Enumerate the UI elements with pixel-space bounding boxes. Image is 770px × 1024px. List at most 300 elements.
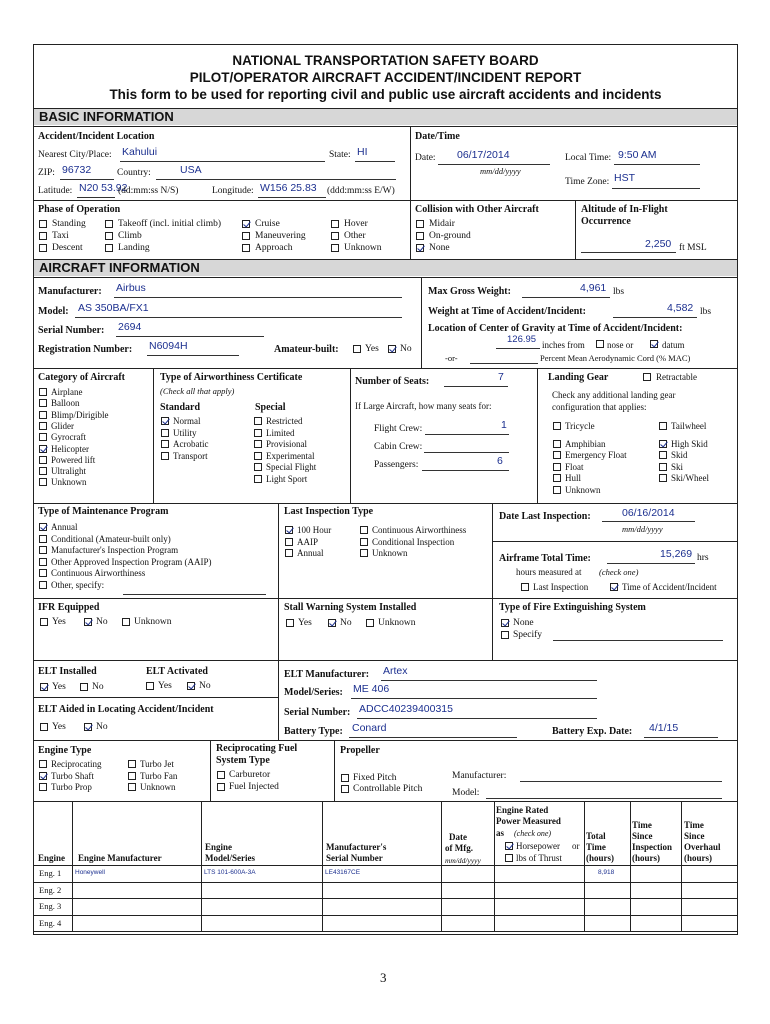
elt-model-field[interactable]: ME 406 — [353, 683, 390, 695]
amateur-yes-checkbox[interactable] — [353, 345, 361, 353]
altitude-heading-2: Occurrence — [581, 216, 631, 227]
engine-type-turbo-jet-checkbox[interactable] — [128, 760, 136, 768]
max-gross-line — [522, 297, 610, 298]
battery-exp-label: Battery Exp. Date: — [552, 726, 633, 737]
elt-serial-line — [357, 718, 597, 719]
category-unknown-label: Unknown — [51, 477, 87, 488]
engine-type-turbo-shaft-label: Turbo Shaft — [51, 770, 94, 781]
seats-line — [444, 386, 508, 387]
weight-unit: lbs — [700, 307, 712, 317]
engine-type-unknown-label: Unknown — [140, 782, 176, 792]
fire-none-checkbox[interactable] — [501, 619, 509, 627]
gear-emergency-float-checkbox[interactable] — [553, 451, 561, 459]
special-limited-label: Limited — [266, 427, 295, 438]
maintenance-other-specify-checkbox[interactable] — [39, 581, 47, 589]
phase-takeoff-checkbox[interactable] — [105, 220, 113, 228]
latitude-field[interactable]: N20 53.92 — [79, 182, 128, 194]
fixed-pitch-label: Fixed Pitch — [353, 773, 397, 783]
elt-manufacturer-field[interactable]: Artex — [383, 665, 408, 677]
phase-descent-label: Descent — [52, 243, 83, 253]
divider — [334, 740, 335, 801]
category-airplane-checkbox[interactable] — [39, 388, 47, 396]
cg-line — [496, 348, 540, 349]
elt-serial-label: Serial Number: — [284, 707, 351, 718]
standard-transport-checkbox[interactable] — [161, 452, 169, 460]
phase-hover-checkbox[interactable] — [331, 220, 339, 228]
table-row-divider — [34, 898, 737, 899]
elt-aided-no-label: No — [96, 722, 108, 732]
local-time-label: Local Time: — [565, 153, 612, 163]
standard-utility-label: Utility — [173, 427, 197, 438]
model-field[interactable]: AS 350BA/FX1 — [78, 302, 149, 314]
fuel-injected-checkbox[interactable] — [217, 783, 225, 791]
engine-model-cell[interactable]: LTS 101-600A-3A — [204, 869, 256, 876]
phase-standing-checkbox[interactable] — [39, 220, 47, 228]
gear-unknown-label: Unknown — [565, 484, 601, 495]
phase-maneuvering-checkbox[interactable] — [242, 232, 250, 240]
category-heading: Category of Aircraft — [38, 372, 126, 383]
serial-field[interactable]: 2694 — [118, 321, 142, 333]
engine-mfr-cell[interactable]: Honeywell — [75, 869, 105, 876]
elt-activated-no-label: No — [199, 681, 211, 691]
table-col-divider — [494, 801, 495, 931]
category-powered-lift-checkbox[interactable] — [39, 456, 47, 464]
date-field[interactable]: 06/17/2014 — [457, 149, 510, 161]
table-col-divider — [322, 801, 323, 931]
phase-takeoff-label: Takeoff (incl. initial climb) — [118, 219, 222, 229]
cg-nose-label: nose or — [607, 340, 634, 350]
phase-cruise-label: Cruise — [255, 219, 280, 229]
serial-label: Serial Number: — [38, 325, 105, 336]
power-or: or — [572, 841, 580, 851]
maintenance-other-approved-inspection-program-aaip-checkbox[interactable] — [39, 558, 47, 566]
maintenance-continuous-airworthiness-label: Continuous Airworthiness — [51, 568, 146, 578]
controllable-pitch-label: Controllable Pitch — [353, 784, 423, 794]
engine-type-turbo-fan-checkbox[interactable] — [128, 772, 136, 780]
gear-high-skid-checkbox[interactable] — [659, 440, 667, 448]
gear-float-label: Float — [565, 461, 584, 472]
longitude-line — [258, 197, 326, 198]
passengers-line — [422, 470, 509, 471]
last-inspection-field[interactable]: 06/16/2014 — [622, 507, 675, 519]
maintenance-annual-checkbox[interactable] — [39, 523, 47, 531]
latitude-format: (dd:mm:ss N/S) — [118, 186, 179, 196]
table-col-divider — [584, 801, 585, 931]
col-model: Engine — [205, 842, 233, 852]
table-row-divider — [34, 915, 737, 916]
time-zone-line — [612, 188, 700, 189]
table-col-divider — [201, 801, 202, 931]
col-power: Engine Rated — [496, 805, 549, 815]
col-model-2: Model/Series — [205, 853, 255, 863]
fire-specify-line — [553, 640, 723, 641]
inspection-100-hour-checkbox[interactable] — [285, 526, 293, 534]
gear-emergency-float-label: Emergency Float — [565, 450, 627, 460]
cg-nose-checkbox[interactable] — [596, 340, 604, 348]
elt-installed-no-checkbox[interactable] — [80, 683, 88, 691]
airframe-time-unit: hrs — [697, 553, 709, 563]
special-special-flight-checkbox[interactable] — [254, 463, 262, 471]
inspection-aaip-label: AAIP — [297, 536, 319, 547]
flight-crew-line — [425, 434, 509, 435]
gear-unknown-checkbox[interactable] — [553, 486, 561, 494]
thrust-checkbox[interactable] — [505, 854, 513, 862]
gear-ski-checkbox[interactable] — [659, 463, 667, 471]
phase-taxi-label: Taxi — [52, 231, 69, 241]
gear-skid-checkbox[interactable] — [659, 451, 667, 459]
controllable-pitch-checkbox[interactable] — [341, 785, 349, 793]
serial-line — [116, 336, 264, 337]
local-time-field[interactable]: 9:50 AM — [618, 149, 657, 161]
gear-hull-checkbox[interactable] — [553, 474, 561, 482]
weight-line — [613, 317, 697, 318]
gear-amphibian-checkbox[interactable] — [553, 440, 561, 448]
battery-type-line — [349, 737, 517, 738]
passengers-field[interactable]: 6 — [497, 455, 503, 467]
maintenance-manufacturer-s-inspection-program-checkbox[interactable] — [39, 546, 47, 554]
divider — [34, 801, 737, 802]
special-provisional-checkbox[interactable] — [254, 440, 262, 448]
category-unknown-checkbox[interactable] — [39, 478, 47, 486]
battery-exp-field[interactable]: 4/1/15 — [649, 722, 679, 734]
special-special-flight-label: Special Flight — [266, 462, 317, 472]
elt-activated-yes-checkbox[interactable] — [146, 682, 154, 690]
collision-ground-checkbox[interactable] — [416, 232, 424, 240]
city-line — [120, 161, 325, 162]
standard-normal-label: Normal — [173, 416, 201, 426]
fire-specify-checkbox[interactable] — [501, 631, 509, 639]
country-field[interactable]: USA — [180, 164, 202, 176]
cabin-crew-line — [424, 452, 509, 453]
retractable-checkbox[interactable] — [643, 373, 651, 381]
manufacturer-field[interactable]: Airbus — [116, 282, 146, 294]
phase-descent-checkbox[interactable] — [39, 244, 47, 252]
time-zone-field[interactable]: HST — [614, 172, 635, 184]
altitude-heading: Altitude of In-Flight — [581, 204, 668, 215]
collision-midair-label: Midair — [429, 219, 455, 229]
last-inspection-line — [602, 521, 695, 522]
stall-yes-label: Yes — [298, 618, 312, 628]
category-airplane-label: Airplane — [51, 387, 83, 397]
retractable-label: Retractable — [656, 372, 697, 382]
zip-field[interactable]: 96732 — [62, 164, 92, 176]
state-label: State: — [329, 150, 351, 160]
gear-tailwheel-checkbox[interactable] — [659, 422, 667, 430]
maintenance-other-approved-inspection-program-aaip-label: Other Approved Inspection Program (AAIP) — [51, 556, 212, 567]
horsepower-checkbox[interactable] — [505, 842, 513, 850]
category-ultralight-label: Ultralight — [51, 466, 86, 477]
datetime-heading: Date/Time — [415, 131, 460, 142]
flight-crew-label: Flight Crew: — [374, 424, 423, 434]
ifr-yes-checkbox[interactable] — [40, 618, 48, 626]
category-balloon-checkbox[interactable] — [39, 399, 47, 407]
page-number: 3 — [380, 970, 387, 985]
engine-type-reciprocating-label: Reciprocating — [51, 759, 102, 769]
inspection-unknown-label: Unknown — [372, 548, 408, 558]
hours-time-accident-checkbox[interactable] — [610, 583, 618, 591]
flight-crew-field[interactable]: 1 — [501, 419, 507, 431]
collision-midair-checkbox[interactable] — [416, 220, 424, 228]
ifr-yes-label: Yes — [52, 617, 66, 627]
engine-serial-cell[interactable]: LE43167CE — [325, 869, 361, 876]
inspection-100-hour-label: 100 Hour — [297, 525, 332, 535]
weight-field[interactable]: 4,582 — [667, 302, 694, 314]
mac-label: Percent Mean Aerodynamic Cord (% MAC) — [540, 353, 691, 363]
inspection-unknown-checkbox[interactable] — [360, 549, 368, 557]
phase-other-checkbox[interactable] — [331, 232, 339, 240]
engine-type-turbo-jet-label: Turbo Jet — [140, 759, 174, 769]
country-line — [156, 179, 396, 180]
longitude-label: Longitude: — [212, 186, 254, 196]
horsepower-label: Horsepower — [516, 841, 560, 851]
stall-heading: Stall Warning System Installed — [284, 602, 417, 613]
state-field[interactable]: HI — [357, 146, 368, 158]
altitude-unit: ft MSL — [679, 243, 707, 253]
country-label: Country: — [117, 168, 151, 178]
gear-amphibian-label: Amphibian — [565, 438, 606, 449]
collision-none-checkbox[interactable] — [416, 244, 424, 252]
category-blimp-dirigible-checkbox[interactable] — [39, 411, 47, 419]
engine-total-cell[interactable]: 8,918 — [598, 869, 615, 876]
stall-unknown-checkbox[interactable] — [366, 619, 374, 627]
col-date-2: of Mfg. — [445, 843, 473, 853]
elt-installed-no-label: No — [92, 682, 104, 692]
inspection-heading: Last Inspection Type — [284, 506, 374, 517]
registration-line — [147, 355, 239, 356]
special-restricted-checkbox[interactable] — [254, 417, 262, 425]
maintenance-annual-label: Annual — [51, 522, 78, 532]
table-col-divider — [630, 801, 631, 931]
col-total-3: (hours) — [586, 853, 615, 863]
inspection-continuous-airworthiness-label: Continuous Airworthiness — [372, 525, 467, 535]
hours-last-inspection-checkbox[interactable] — [521, 583, 529, 591]
special-experimental-label: Experimental — [266, 450, 315, 461]
col-engine-manufacturer: Engine Manufacturer — [78, 853, 162, 863]
gear-ski-label: Ski — [671, 461, 684, 472]
manufacturer-line — [114, 297, 402, 298]
table-col-divider — [72, 801, 73, 931]
city-field[interactable]: Kahului — [122, 146, 158, 158]
divider — [210, 740, 211, 801]
airframe-time-label: Airframe Total Time: — [499, 553, 591, 564]
phase-taxi-checkbox[interactable] — [39, 232, 47, 240]
inspection-conditional-inspection-checkbox[interactable] — [360, 538, 368, 546]
amateur-yes-label: Yes — [365, 344, 379, 354]
ifr-no-label: No — [96, 617, 108, 627]
divider — [278, 503, 279, 660]
elt-activated-no-checkbox[interactable] — [187, 682, 195, 690]
state-line — [355, 161, 395, 162]
maintenance-continuous-airworthiness-checkbox[interactable] — [39, 569, 47, 577]
elt-serial-field[interactable]: ADCC40239400315 — [359, 703, 453, 715]
phase-approach-checkbox[interactable] — [242, 244, 250, 252]
elt-manufacturer-label: ELT Manufacturer: — [284, 669, 370, 680]
carburetor-checkbox[interactable] — [217, 771, 225, 779]
cert-heading: Type of Airworthiness Certificate — [160, 372, 303, 383]
passengers-label: Passengers: — [374, 460, 419, 470]
col-serial-2: Serial Number — [326, 853, 383, 863]
fixed-pitch-checkbox[interactable] — [341, 774, 349, 782]
divider — [153, 368, 154, 503]
special-experimental-checkbox[interactable] — [254, 452, 262, 460]
cg-inches-label: inches from — [542, 340, 585, 350]
phase-cruise-checkbox[interactable] — [242, 220, 250, 228]
battery-exp-line — [644, 737, 718, 738]
altitude-line — [581, 252, 676, 253]
divider — [537, 368, 538, 503]
section-basic-information: BASIC INFORMATION — [34, 109, 737, 125]
cg-label: Location of Center of Gravity at Time of Accident/Incident: — [428, 323, 683, 334]
collision-heading: Collision with Other Aircraft — [415, 204, 539, 215]
hours-measured-label: hours measured at — [516, 567, 582, 577]
phase-climb-label: Climb — [118, 231, 142, 241]
landing-gear-heading: Landing Gear — [548, 372, 609, 383]
elt-aided-heading: ELT Aided in Locating Accident/Incident — [38, 704, 214, 715]
amateur-no-checkbox[interactable] — [388, 345, 396, 353]
altitude-field[interactable]: 2,250 — [645, 238, 672, 250]
longitude-field[interactable]: W156 25.83 — [260, 182, 317, 194]
gear-high-skid-label: High Skid — [671, 438, 708, 449]
registration-field[interactable]: N6094H — [149, 340, 188, 352]
elt-model-label: Model/Series: — [284, 687, 343, 698]
inspection-annual-label: Annual — [297, 548, 324, 558]
gear-note-1: Check any additional landing gear — [552, 390, 676, 400]
carburetor-label: Carburetor — [229, 770, 271, 780]
divider — [34, 697, 278, 698]
max-gross-field[interactable]: 4,961 — [580, 282, 607, 294]
gear-ski-wheel-label: Ski/Wheel — [671, 473, 709, 483]
gear-ski-wheel-checkbox[interactable] — [659, 474, 667, 482]
divider — [492, 541, 737, 542]
header-subtitle: This form to be used for reporting civil and public use aircraft accidents and incidents — [109, 87, 662, 102]
gear-float-checkbox[interactable] — [553, 463, 561, 471]
standard-acrobatic-checkbox[interactable] — [161, 440, 169, 448]
engine-type-heading: Engine Type — [38, 745, 92, 756]
hours-time-accident-label: Time of Accident/Incident — [622, 582, 717, 592]
phase-climb-checkbox[interactable] — [105, 232, 113, 240]
special-restricted-label: Restricted — [266, 416, 303, 426]
gear-hull-label: Hull — [565, 473, 582, 483]
ifr-unknown-checkbox[interactable] — [122, 618, 130, 626]
form-header — [34, 52, 737, 103]
engine-type-turbo-prop-checkbox[interactable] — [39, 783, 47, 791]
inspection-annual-checkbox[interactable] — [285, 549, 293, 557]
ifr-heading: IFR Equipped — [38, 602, 100, 613]
phase-maneuvering-label: Maneuvering — [255, 231, 306, 241]
elt-aided-yes-checkbox[interactable] — [40, 723, 48, 731]
mac-line — [470, 363, 538, 364]
col-power-4: (check one) — [514, 829, 552, 838]
seats-label: Number of Seats: — [355, 376, 430, 387]
recip-fuel-heading-2: System Type — [216, 755, 270, 766]
stall-yes-checkbox[interactable] — [286, 619, 294, 627]
table-row-divider — [34, 882, 737, 883]
divider — [34, 740, 737, 741]
battery-type-field[interactable]: Conard — [352, 722, 387, 734]
divider — [34, 277, 737, 278]
table-row-divider — [34, 931, 737, 932]
fire-specify-label: Specify — [513, 630, 543, 640]
col-date: Date — [449, 832, 467, 842]
elt-manufacturer-line — [381, 680, 597, 681]
divider — [34, 368, 737, 369]
special-light-sport-checkbox[interactable] — [254, 475, 262, 483]
engine-label: Eng. 1 — [39, 868, 62, 878]
recip-fuel-heading: Reciprocating Fuel — [216, 743, 298, 754]
cg-datum-checkbox[interactable] — [650, 340, 658, 348]
standard-normal-checkbox[interactable] — [161, 417, 169, 425]
inspection-continuous-airworthiness-checkbox[interactable] — [360, 526, 368, 534]
cg-field[interactable]: 126.95 — [507, 334, 537, 345]
elt-installed-yes-checkbox[interactable] — [40, 683, 48, 691]
registration-label: Registration Number: — [38, 344, 133, 355]
inspection-aaip-checkbox[interactable] — [285, 538, 293, 546]
local-time-line — [614, 164, 700, 165]
divider — [34, 200, 737, 201]
standard-utility-checkbox[interactable] — [161, 429, 169, 437]
ifr-no-checkbox[interactable] — [84, 618, 92, 626]
ifr-unknown-label: Unknown — [134, 617, 172, 627]
cg-datum-label: datum — [662, 340, 685, 350]
max-gross-unit: lbs — [613, 287, 625, 297]
elt-installed-yes-label: Yes — [52, 682, 66, 692]
special-provisional-label: Provisional — [266, 439, 308, 449]
gear-skid-label: Skid — [671, 450, 688, 460]
col-serial: Manufacturer's — [326, 842, 387, 852]
latitude-line — [77, 197, 115, 198]
elt-activated-yes-label: Yes — [158, 681, 172, 691]
maintenance-heading: Type of Maintenance Program — [38, 506, 169, 517]
phase-unknown-label: Unknown — [344, 243, 382, 253]
engine-type-reciprocating-checkbox[interactable] — [39, 760, 47, 768]
gear-tricycle-checkbox[interactable] — [553, 422, 561, 430]
category-powered-lift-label: Powered lift — [51, 454, 96, 465]
latitude-label: Latitude: — [38, 186, 73, 196]
engine-type-unknown-checkbox[interactable] — [128, 783, 136, 791]
phase-landing-checkbox[interactable] — [105, 244, 113, 252]
maintenance-conditional-amateur-built-only-checkbox[interactable] — [39, 535, 47, 543]
max-gross-label: Max Gross Weight: — [428, 286, 511, 297]
model-line — [75, 317, 402, 318]
special-limited-checkbox[interactable] — [254, 429, 262, 437]
category-glider-checkbox[interactable] — [39, 422, 47, 430]
category-helicopter-checkbox[interactable] — [39, 445, 47, 453]
seats-field[interactable]: 7 — [498, 371, 504, 383]
category-ultralight-checkbox[interactable] — [39, 467, 47, 475]
cabin-crew-label: Cabin Crew: — [374, 442, 423, 452]
phase-standing-label: Standing — [52, 219, 86, 229]
location-heading: Accident/Incident Location — [38, 131, 155, 142]
engine-type-turbo-shaft-checkbox[interactable] — [39, 772, 47, 780]
col-engine: Engine — [38, 853, 66, 863]
col-overhaul-3: Overhaul — [684, 842, 721, 852]
airframe-time-field[interactable]: 15,269 — [660, 548, 693, 560]
thrust-label: lbs of Thrust — [516, 853, 562, 863]
category-blimp-dirigible-label: Blimp/Dirigible — [51, 409, 109, 420]
prop-model-label: Model: — [452, 788, 480, 798]
elt-aided-no-checkbox[interactable] — [84, 723, 92, 731]
amateur-no-label: No — [400, 344, 412, 354]
gear-tricycle-label: Tricycle — [565, 421, 595, 431]
engine-label: Eng. 4 — [39, 917, 62, 928]
cg-or: -or- — [445, 353, 458, 363]
col-overhaul: Time — [684, 820, 704, 830]
col-power-2: Power Measured — [496, 816, 561, 826]
phase-unknown-checkbox[interactable] — [331, 244, 339, 252]
stall-no-checkbox[interactable] — [328, 619, 336, 627]
category-gyrocraft-checkbox[interactable] — [39, 433, 47, 441]
maintenance-manufacturer-s-inspection-program-label: Manufacturer's Inspection Program — [51, 545, 179, 555]
